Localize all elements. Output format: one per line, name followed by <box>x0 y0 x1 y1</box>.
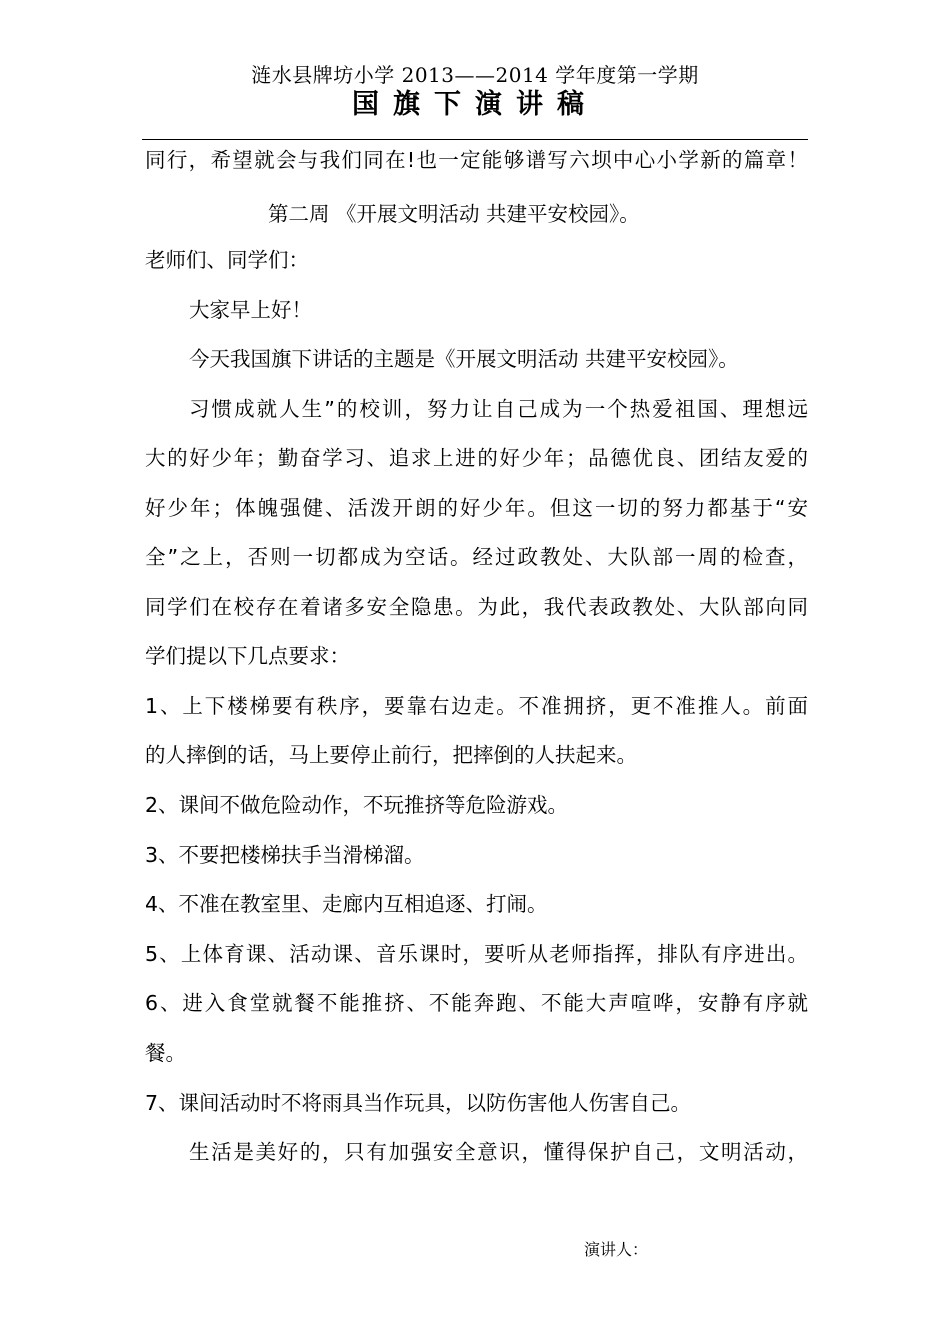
page-header <box>0 62 950 122</box>
list-item-6: 6、进入食堂就餐不能推挤、不能奔跑、不能大声喧哗，安静有序就 <box>145 991 808 1015</box>
list-item-3: 3、不要把楼梯扶手当滑梯溜。 <box>145 843 425 867</box>
week-subheading: 第二周 《开展文明活动 共建平安校园》。 <box>268 202 640 226</box>
body-line: 全”之上，否则一切都成为空话。经过政教处、大队部一周的检查， <box>145 545 808 569</box>
body-line: 同行，希望就会与我们同在!也一定能够谱写六坝中心小学新的篇章！ <box>145 148 808 172</box>
body-line: 今天我国旗下讲话的主题是《开展文明活动 共建平安校园》。 <box>189 347 739 371</box>
list-item-7: 7、课间活动时不将雨具当作玩具，以防伤害他人伤害自己。 <box>145 1091 692 1115</box>
body-line: 习惯成就人生”的校训，努力让自己成为一个热爱祖国、理想远 <box>189 397 808 421</box>
list-item-4: 4、不准在教室里、走廊内互相追逐、打闹。 <box>145 892 548 916</box>
list-item-2: 2、课间不做危险动作，不玩推挤等危险游戏。 <box>145 793 569 817</box>
body-line: 大的好少年；勤奋学习、追求上进的好少年；品德优良、团结友爱的 <box>145 446 808 470</box>
list-item-5: 5、上体育课、活动课、音乐课时，要听从老师指挥，排队有序进出。 <box>145 942 808 966</box>
list-item-1-cont: 的人摔倒的话，马上要停止前行，把摔倒的人扶起来。 <box>145 743 637 767</box>
list-item-1: 1、上下楼梯要有秩序，要靠右边走。不准拥挤，更不准推人。前面 <box>145 694 808 718</box>
header-divider <box>142 139 808 140</box>
speaker-label: 演讲人： <box>584 1240 649 1259</box>
salutation: 老师们、同学们： <box>145 248 309 272</box>
list-item-6-cont: 餐。 <box>145 1041 186 1065</box>
body-line: 学们提以下几点要求： <box>145 644 350 668</box>
closing-paragraph: 生活是美好的，只有加强安全意识，懂得保护自己，文明活动， <box>189 1140 808 1164</box>
greeting: 大家早上好！ <box>189 298 312 322</box>
school-term-line: 涟水县牌坊小学 2013——2014 学年度第一学期 <box>251 63 699 87</box>
body-line: 好少年；体魄强健、活泼开朗的好少年。但这一切的努力都基于“安 <box>145 496 808 520</box>
document-title: 国旗下演讲稿 <box>352 89 598 120</box>
body-line: 同学们在校存在着诸多安全隐患。为此，我代表政教处、大队部向同 <box>145 595 808 619</box>
